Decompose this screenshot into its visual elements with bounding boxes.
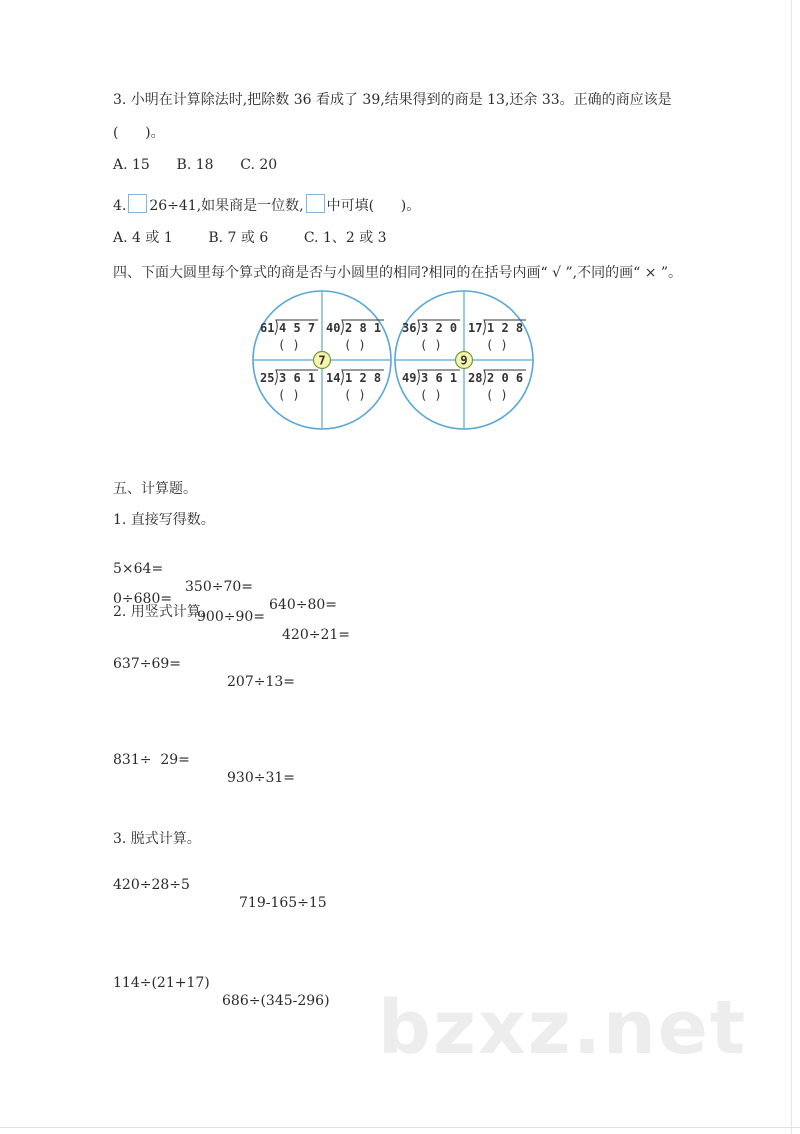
expression: 207÷13= [227, 674, 295, 690]
page-edge [791, 0, 792, 1134]
divisor: 36 [402, 321, 417, 335]
expression: 637÷69= [113, 656, 181, 672]
divisor: 61 [260, 321, 275, 335]
expression: 420÷21= [282, 627, 350, 643]
answer-parentheses: ( ) [486, 338, 508, 352]
expression: 350÷70= [185, 579, 253, 595]
question-4-number: 4. [113, 198, 127, 214]
expression: 900÷90= [197, 609, 265, 625]
divisor: 25 [260, 371, 275, 385]
question-4-mid: 26÷41,如果商是一位数, [149, 198, 304, 214]
answer-box [128, 194, 147, 213]
vertical-calc-row-1 [113, 637, 295, 691]
dividend: 3 6 1 [279, 371, 316, 385]
big-circle-1 [253, 291, 391, 429]
answer-parentheses: ( ) [420, 388, 442, 402]
section-5-title: 五、计算题。 [113, 481, 197, 497]
dividend: 3 6 1 [421, 371, 458, 385]
dividend: 1 2 8 [487, 321, 524, 335]
dividend: 1 2 8 [345, 371, 382, 385]
answer-parentheses: ( ) [278, 338, 300, 352]
section-4-title: 四、下面大圆里每个算式的商是否与小圆里的相同?相同的在括号内画“ √ ”,不同的画“ × ”。 [113, 265, 683, 281]
divisor: 14 [326, 371, 341, 385]
subsection-2-title: 2. 用竖式计算。 [113, 604, 215, 620]
watermark-logo: bzxz.net [378, 985, 748, 1071]
question-3-blank: ( )。 [113, 125, 165, 141]
dividend: 2 0 6 [487, 371, 524, 385]
stepwise-calc-row-1 [113, 858, 327, 912]
answer-parentheses: ( ) [486, 388, 508, 402]
dividend: 4 5 7 [279, 321, 316, 335]
division-circles-figure [248, 286, 538, 434]
expression: 5×64= [113, 561, 164, 577]
answer-box [306, 194, 325, 213]
answer-parentheses: ( ) [344, 338, 366, 352]
dividend: 2 8 1 [345, 321, 382, 335]
answer-parentheses: ( ) [278, 388, 300, 402]
expression: 114÷(21+17) [113, 975, 210, 991]
divisor: 17 [468, 321, 483, 335]
answer-parentheses: ( ) [420, 338, 442, 352]
question-3-options: A. 15 B. 18 C. 20 [113, 157, 278, 173]
divisor: 40 [326, 321, 341, 335]
big-circle-2 [395, 291, 533, 429]
answer-parentheses: ( ) [344, 388, 366, 402]
small-circle-quotient: 9 [460, 353, 468, 368]
subsection-3-title: 3. 脱式计算。 [113, 831, 201, 847]
question-4-options: A. 4 或 1 B. 7 或 6 C. 1、2 或 3 [113, 230, 387, 246]
question-4-text [113, 194, 420, 215]
divisor: 28 [468, 371, 483, 385]
page-edge [0, 1127, 800, 1128]
dividend: 3 2 0 [421, 321, 458, 335]
expression: 831÷ 29= [113, 752, 190, 768]
expression: 686÷(345-296) [222, 993, 330, 1009]
stepwise-calc-row-2 [113, 956, 330, 1010]
expression: 420÷28÷5 [113, 877, 190, 893]
expression: 930÷31= [227, 770, 295, 786]
divisor: 49 [402, 371, 417, 385]
expression: 719-165÷15 [239, 895, 327, 911]
expression: 640÷80= [269, 597, 337, 613]
small-circle-quotient: 7 [318, 353, 326, 368]
vertical-calc-row-2 [113, 733, 295, 787]
question-3-text: 3. 小明在计算除法时,把除数 36 看成了 39,结果得到的商是 13,还余 33。正确的商应该是 [113, 92, 672, 108]
expression: 0÷680= [113, 591, 173, 607]
question-4-end: 中可填( )。 [326, 198, 421, 214]
subsection-1-title: 1. 直接写得数。 [113, 512, 215, 528]
